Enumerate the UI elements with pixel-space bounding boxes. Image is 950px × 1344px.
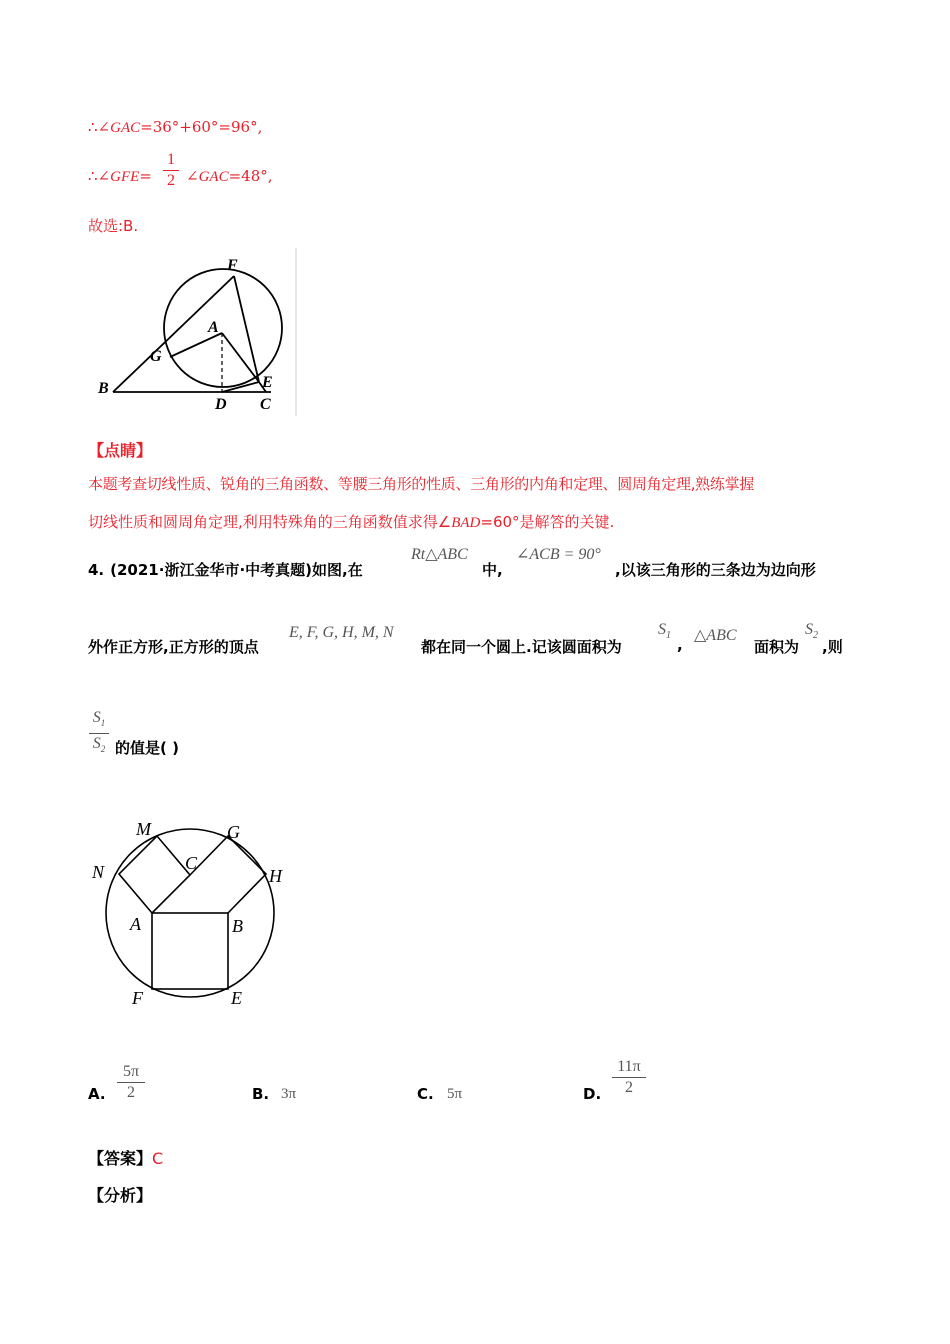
math-angle-acb: ∠ACB = 90° [516,546,601,563]
fraction-numerator: 5π [122,1063,140,1080]
question-number: 4. [88,561,105,579]
fraction-denominator [89,735,109,758]
fraction-numerator [89,709,109,732]
analysis-heading: 【分析】 [88,1186,153,1205]
s-symbol: S [658,621,666,638]
equals-sign: = [139,167,152,185]
fraction-bar [117,1082,145,1083]
fraction-bar [163,170,179,171]
question-line-1 [88,559,363,580]
question-text-3: ,以该三角形的三条边为边向形 [615,561,816,579]
key-point-line-1: 本题考查切线性质、锐角的三角函数、等腰三角形的性质、三角形的内角和定理、圆周角定理,熟练掌握 [88,475,754,493]
s-symbol: S [92,709,101,726]
question-source: (2021·浙江金华市·中考真题) [110,561,312,579]
question-text-7: 面积为 [754,638,800,656]
subscript: 2 [813,630,818,642]
angle-var: GAC [198,169,229,185]
option-a-fraction [117,1063,145,1102]
label-B: B [232,916,243,936]
angle-value: =36°+60°=96°, [140,118,263,136]
figure-2-squares-circle [86,812,296,1012]
option-c-value: 5π [447,1086,463,1102]
answer-value: C [152,1149,164,1168]
subscript: 1 [666,630,671,642]
fraction-denominator: 2 [127,1084,135,1101]
solution-line-2 [88,167,152,186]
question-text-8: ,则 [822,638,843,656]
key-point-line-2 [88,511,614,532]
solution-choice: 故选:B. [88,217,139,235]
question-comma: , [677,636,683,654]
math-vertices: E, F, G, H, M, N [289,624,394,641]
label-C: C [260,396,271,413]
angle-value: =48°, [228,167,273,185]
label-F: F [227,257,238,274]
label-D: D [215,396,227,413]
question-text-9: 的值是( ) [115,739,179,757]
math-s1 [658,621,671,641]
option-b-letter: B. [252,1085,270,1103]
answer-heading: 【答案】 [88,1149,153,1168]
option-d-letter: D. [583,1085,602,1103]
angle-var: GFE [110,169,140,185]
label-E: E [262,374,273,391]
s-symbol: S [805,621,813,638]
angle-var: BAD [451,515,481,531]
figure-1-circle-tangent [86,248,298,416]
label-C: C [185,853,198,873]
square-on-AC [119,836,190,913]
question-text: 如图,在 [312,561,363,579]
label-M: M [136,819,151,839]
fraction-bar [89,733,109,734]
label-N: N [92,862,105,882]
therefore-symbol: ∴∠ [88,167,111,185]
s-symbol: S [92,735,101,753]
ratio-fraction [89,709,109,758]
fraction-denominator: 2 [167,172,175,189]
option-b-value: 3π [281,1086,297,1102]
key-point-text: =60°是解答的关键. [480,513,615,531]
math-tri-abc: △ABC [694,627,737,644]
label-B: B [98,380,109,397]
subscript: 1 [100,718,106,729]
therefore-symbol: ∴∠ [88,118,111,136]
label-A: A [130,914,141,934]
option-a-letter: A. [88,1085,106,1103]
math-s2 [805,621,818,641]
math-rt-abc: Rt△ABC [411,546,468,563]
fraction-numerator: 11π [617,1058,641,1075]
label-H: H [269,866,282,886]
label-G: G [227,822,240,842]
fraction-bar [612,1077,646,1078]
option-d-fraction [612,1058,646,1097]
angle-var: GAC [110,120,141,136]
square-on-AB [152,913,228,989]
label-A: A [208,319,219,336]
subscript: 2 [100,744,106,755]
solution-line-2-tail [186,167,273,186]
square-on-BC [190,836,266,913]
solution-half-fraction [163,151,179,190]
fraction-numerator: 1 [167,151,175,168]
key-point-heading: 【点睛】 [88,441,153,460]
line-GA [170,333,222,357]
answer-line [88,1146,163,1169]
question-text-zhong: 中, [482,561,503,579]
label-G: G [150,348,162,365]
option-c-letter: C. [417,1085,434,1103]
label-E: E [231,988,242,1008]
question-text-5: 都在同一个圆上.记该圆面积为 [421,638,622,656]
angle-symbol: ∠ [186,167,199,185]
solution-line-1 [88,118,262,137]
question-text-4: 外作正方形,正方形的顶点 [88,638,259,656]
label-F: F [132,988,143,1008]
key-point-text: 切线性质和圆周角定理,利用特殊角的三角函数值求得∠ [88,513,452,531]
fraction-denominator: 2 [625,1079,633,1096]
